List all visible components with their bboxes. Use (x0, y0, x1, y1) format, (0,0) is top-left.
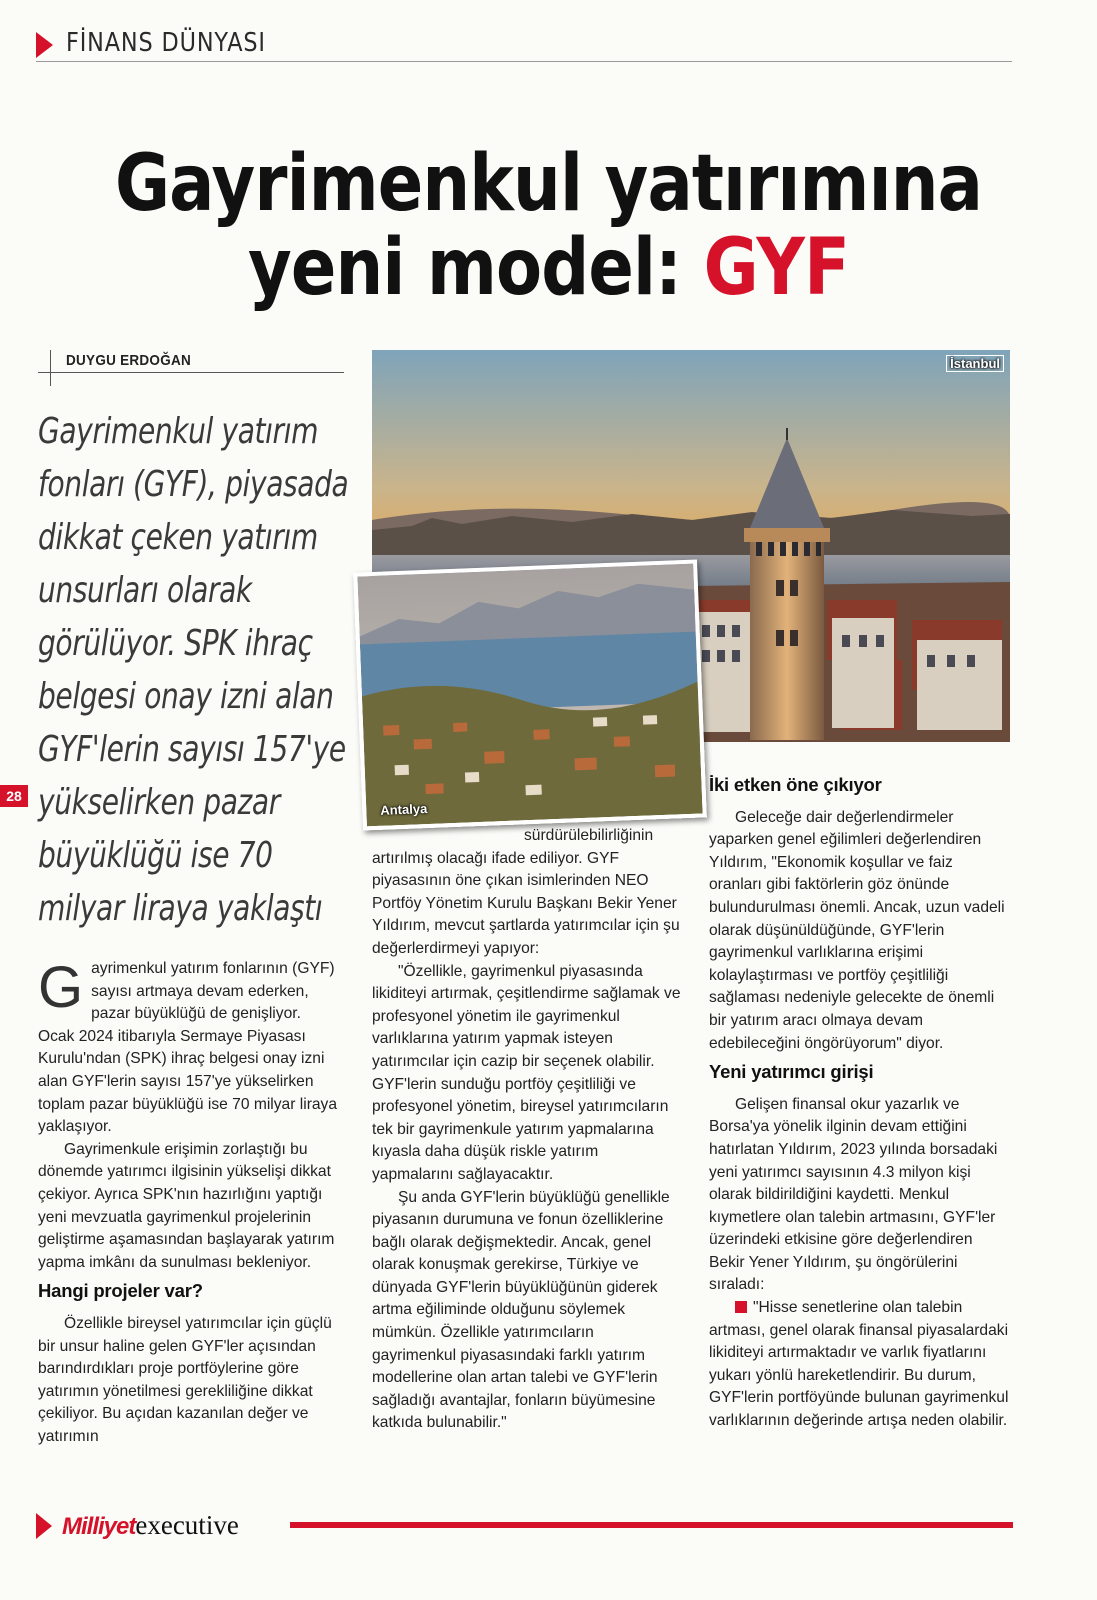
lead-line: fonları (GYF), piyasada (38, 464, 349, 505)
lead-line: Gayrimenkul yatırım (38, 411, 319, 452)
headline-line-1: Gayrimenkul yatırımına (114, 139, 983, 229)
headline-line-2 (77, 223, 1020, 313)
lead-line: yükselirken pazar (38, 782, 280, 823)
drop-cap: G (38, 955, 84, 1020)
paragraph: Gelişen finansal okur yazarlık ve Borsa'ya yönelik ilginin devam ettiğini hatırlatan Yıldırım, 2023 yılında borsadaki yeni yatırımcı sayısının 4.3 milyon kişi olarak bildirildiğini kaydetti. Menkul kıymetlere olan talebin artmasını, GYF'ler üzerindeki etkisine göre değerlendiren Bekir Yener Yıldırım, şu öngörülerini sıraladı: (709, 1095, 998, 1294)
lead-line: unsurları olarak (38, 570, 252, 611)
paragraph: Şu anda GYF'lerin büyüklüğü genellikle piyasanın durumuna ve fonun özelliklerine bağlı olarak değişmektedir. Ancak, genel olarak konuşmak gerekirse, Türkiye ve dünyada GYF'lerin büyüklüğünün giderek artma eğiliminde olduğunu söylemek mümkün. Özellikle yatırımcıların gayrimenkul piyasasındaki farklı yatırım modellerine olan artan talebi ve GYF'lerin sağladığı avantajlar, fonların büyümesine katkıda bulunabilir." (372, 1188, 670, 1432)
byline-divider-horizontal (38, 372, 344, 373)
byline: DUYGU ERDOĞAN (66, 352, 192, 369)
lead-line: dikkat çeken yatırım (38, 517, 318, 558)
photo-caption-antalya: Antalya (380, 801, 428, 818)
lead-line: büyüklüğü ise 70 (38, 835, 273, 876)
paragraph: Gayrimenkule erişimin zorlaştığı bu dönemde yatırımcı ilgisinin yükselişi dikkat çekiyor. Ayrıca SPK'nın hazırlığını yaptığı yeni mevzuatla gayrimenkul projelerinin geliştirme aşamasından başlayarak yatırım yapma imkânı da sunulması bekleniyor. (38, 1140, 335, 1271)
bullet-square-icon (735, 1301, 747, 1313)
byline-divider-vertical (50, 350, 51, 386)
headline-accent: GYF (703, 223, 850, 313)
article-column-1 (38, 955, 338, 1448)
paragraph: Gayrimenkul yatırım fonlarının (GYF) sayısı artmaya devam ederken, pazar büyüklüğü de genişliyor. Ocak 2024 itibarıyla Sermaye Piyasası Kurulu'ndan (SPK) ihraç belgesi onay izni alan GYF'lerin sayısı 157'ye yükselirken toplam pazar büyüklüğü ise 70 milyar liraya yaklaşıyor. (38, 955, 338, 1136)
quote-paragraph: "Hisse senetlerine olan talebin artması, genel olarak finansal piyasalardaki likiditeyi artırmaktadır ve varlık fiyatlarını yukarı yönlü hareketlendirir. Bu durum, GYF'lerin portföyünde bulunan gayrimenkul varlıklarının değerinde artışa neden olabilir. (709, 1299, 1009, 1430)
footer-rule (290, 1522, 1013, 1528)
lead-line: görülüyor. SPK ihraç (38, 623, 313, 664)
lead-line: belgesi onay izni alan (38, 676, 334, 717)
section-label: FİNANS DÜNYASI (66, 28, 266, 58)
lead-line: GYF'lerin sayısı 157'ye (38, 729, 346, 770)
antalya-photo (353, 559, 707, 830)
headline-prefix: yeni model: (247, 223, 704, 313)
section-marker-icon (36, 32, 53, 58)
headline (0, 139, 1097, 313)
antalya-illustration (357, 564, 702, 827)
subheading: İki etken öne çıkıyor (709, 774, 882, 795)
subheading: Yeni yatırımcı girişi (709, 1061, 874, 1083)
lead-line: milyar liraya yaklaştı (38, 888, 323, 929)
photo-caption-istanbul: İstanbul (946, 356, 1004, 371)
paragraph: Özellikle bireysel yatırımcılar için güçlü bir unsur haline gelen GYF'ler açısından barındırdıkları proje portföylerine göre yatırımın yönetilmesi gerekliliğine dikkat çekiliyor. Bu açıdan kazanılan değer ve yatırımın (38, 1314, 332, 1445)
page-number: 28 (0, 785, 28, 807)
subheading: Hangi projeler var? (38, 1280, 203, 1302)
paragraph-continuation: sürdürülebilirliğinin (524, 827, 654, 844)
paragraph: Geleceğe dair değerlendirmeler yaparken genel eğilimleri değerlendiren Yıldırım, "Ekonomik koşullar ve faiz oranları gibi faktörlerin göz önünde bulundurulması önemli. Ancak, uzun vadeli olarak düşünüldüğünde, GYF'lerin gayrimenkul varlıklarına erişimi kolaylaştırması ve portföy çeşitliliği sağlaması nedeniyle gelecekte de önemli bir yatırım aracı olmaya devam edebileceğini öngörüyorum" diyor. (709, 808, 1005, 1052)
paragraph: artırılmış olacağı ifade ediliyor. GYF piyasasının öne çıkan isimlerinden NEO Portföy Yönetim Kurulu Başkanı Bekir Yener Yıldırım, mevcut şartlarda yatırımcılar için şu değerlerdirmeyi yapıyor: (372, 849, 680, 957)
section-rule (36, 61, 1012, 62)
article-column-2 (372, 825, 682, 1435)
article-column-3 (709, 768, 1009, 1433)
milliyet-executive-logo: Milliyetexecutive (62, 1510, 239, 1540)
footer-marker-icon (36, 1513, 52, 1539)
lead-text (38, 405, 358, 935)
quote-paragraph: "Özellikle, gayrimenkul piyasasında likiditeyi artırmak, çeşitlendirme sağlamak ve profesyonel yönetim ile gayrimenkul varlıklarına yatırım yapmak isteyen yatırımcılar için cazip bir seçenek olabilir. GYF'lerin sunduğu portföy çeşitliliği ve profesyonel yönetim, bireysel yatırımcıların tek bir gayrimenkule yatırım yapmalarına kıyasla daha düşük riskle yatırım yapmalarını sağlayacaktır. (372, 962, 681, 1183)
